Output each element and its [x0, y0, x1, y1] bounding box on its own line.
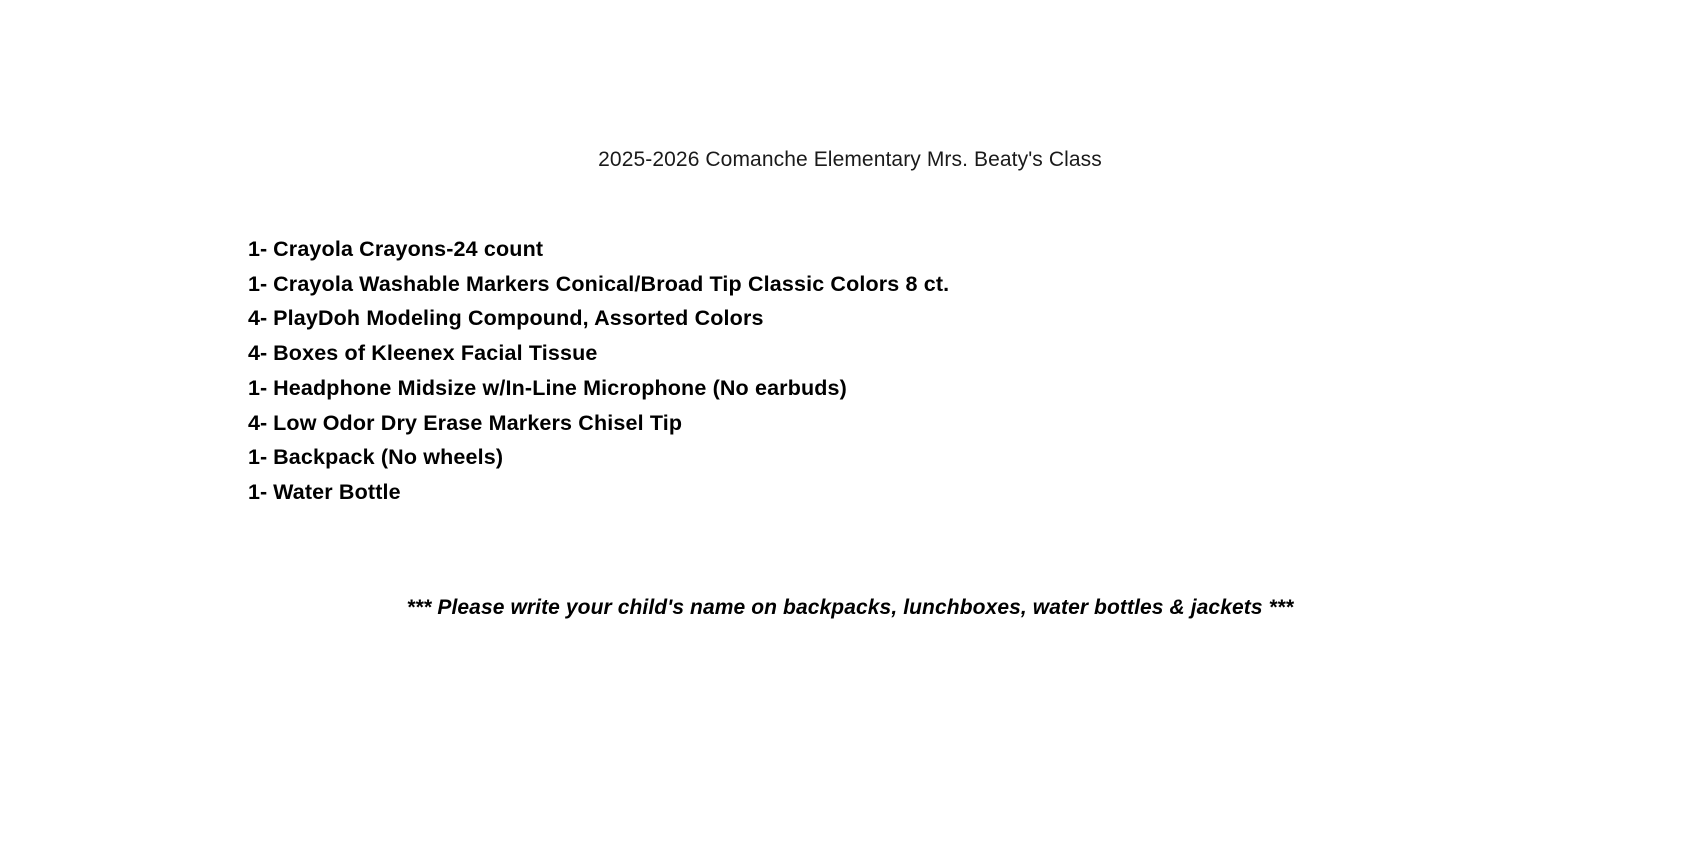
- list-item: [248, 371, 1348, 406]
- item-label: Backpack (No wheels): [273, 445, 504, 470]
- list-item: [248, 475, 1348, 510]
- list-item: [248, 440, 1348, 475]
- page-title: 2025-2026 Comanche Elementary Mrs. Beaty's Class: [598, 148, 1102, 171]
- footnote-text: *** Please write your child's name on backpacks, lunchboxes, water bottles & jackets ***: [406, 596, 1294, 619]
- list-item: [248, 336, 1348, 371]
- item-label: Crayola Washable Markers Conical/Broad Tip Classic Colors 8 ct.: [273, 271, 950, 296]
- list-item: [248, 406, 1348, 441]
- list-item: [248, 301, 1348, 336]
- item-quantity: 4-: [248, 306, 268, 331]
- item-label: Low Odor Dry Erase Markers Chisel Tip: [273, 410, 683, 435]
- item-quantity: 1-: [248, 445, 268, 470]
- item-quantity: 1-: [248, 479, 268, 504]
- item-quantity: 1-: [248, 237, 268, 261]
- item-quantity: 4-: [248, 410, 268, 435]
- item-quantity: 1-: [248, 271, 268, 296]
- item-label: Boxes of Kleenex Facial Tissue: [273, 341, 598, 366]
- item-label: Water Bottle: [273, 479, 401, 504]
- item-label: Headphone Midsize w/In-Line Microphone (No earbuds): [273, 375, 847, 400]
- item-label: PlayDoh Modeling Compound, Assorted Colors: [273, 306, 764, 331]
- item-label: Crayola Crayons-24 count: [273, 237, 544, 261]
- item-quantity: 1-: [248, 375, 268, 400]
- list-item: [248, 267, 1348, 302]
- list-item: [248, 232, 1348, 267]
- item-quantity: 4-: [248, 341, 268, 366]
- supply-list: [248, 232, 1348, 510]
